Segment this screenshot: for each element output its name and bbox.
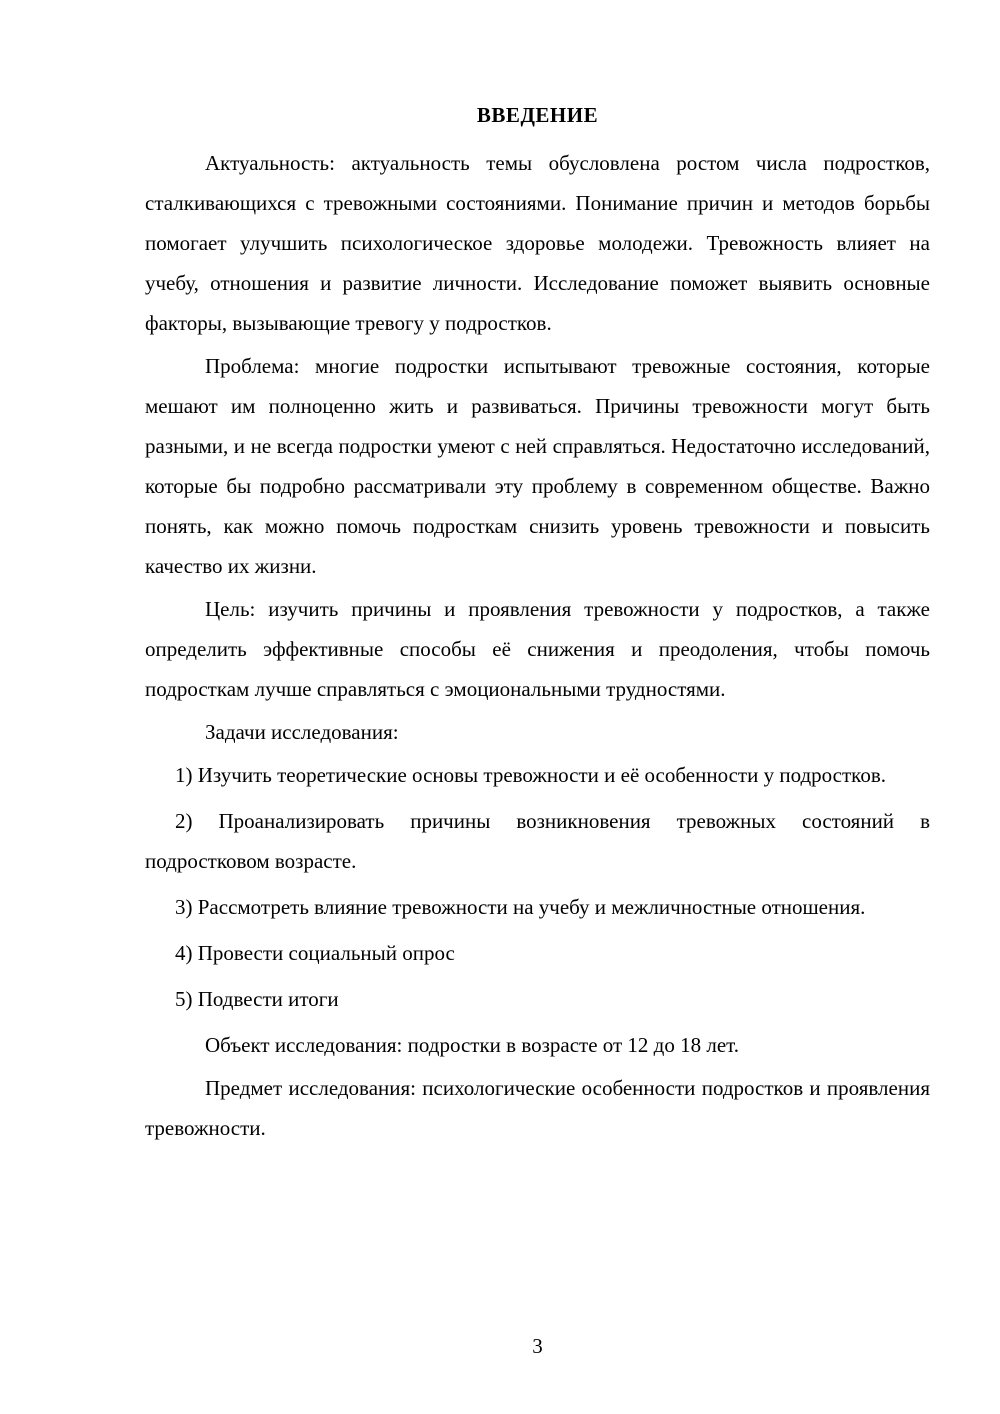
paragraph-problem: Проблема: многие подростки испытывают тревожные состояния, которые мешают им полноценно жить и развиваться. Причины тревожности могут быть разными, и не всегда подростки умеют с ней справляться. Недостаточно исследований, которые бы подробно рассматривали эту проблему в современном обществе. Важно понять, как можно помочь подросткам снизить уровень тревожности и повысить качество их жизни. [145, 354, 930, 578]
task-item-5: 5) Подвести итоги [175, 987, 339, 1011]
paragraph-goal: Цель: изучить причины и проявления тревожности у подростков, а также определить эффективные способы её снижения и преодоления, чтобы помочь подросткам лучше справляться с эмоциональными трудностями. [145, 597, 930, 701]
document-title: ВВЕДЕНИЕ [476, 103, 599, 127]
task-item-3: 3) Рассмотреть влияние тревожности на учебу и межличностные отношения. [175, 895, 866, 919]
paragraph-tasks-heading: Задачи исследования: [205, 720, 399, 744]
paragraph-subject: Предмет исследования: психологические особенности подростков и проявления тревожности. [145, 1076, 930, 1140]
task-item-1: 1) Изучить теоретические основы тревожности и её особенности у подростков. [175, 763, 886, 787]
page-number: 3 [532, 1334, 543, 1358]
task-item-2: 2) Проанализировать причины возникновения тревожных состояний в подростковом возрасте. [145, 809, 930, 873]
paragraph-object: Объект исследования: подростки в возрасте от 12 до 18 лет. [205, 1033, 740, 1057]
paragraph-relevance: Актуальность: актуальность темы обусловлена ростом числа подростков, сталкивающихся с тревожными состояниями. Понимание причин и методов борьбы помогает улучшить психологическое здоровье молодежи. Тревожность влияет на учебу, отношения и развитие личности. Исследование поможет выявить основные факторы, вызывающие тревогу у подростков. [145, 151, 930, 335]
task-item-4: 4) Провести социальный опрос [175, 941, 455, 965]
